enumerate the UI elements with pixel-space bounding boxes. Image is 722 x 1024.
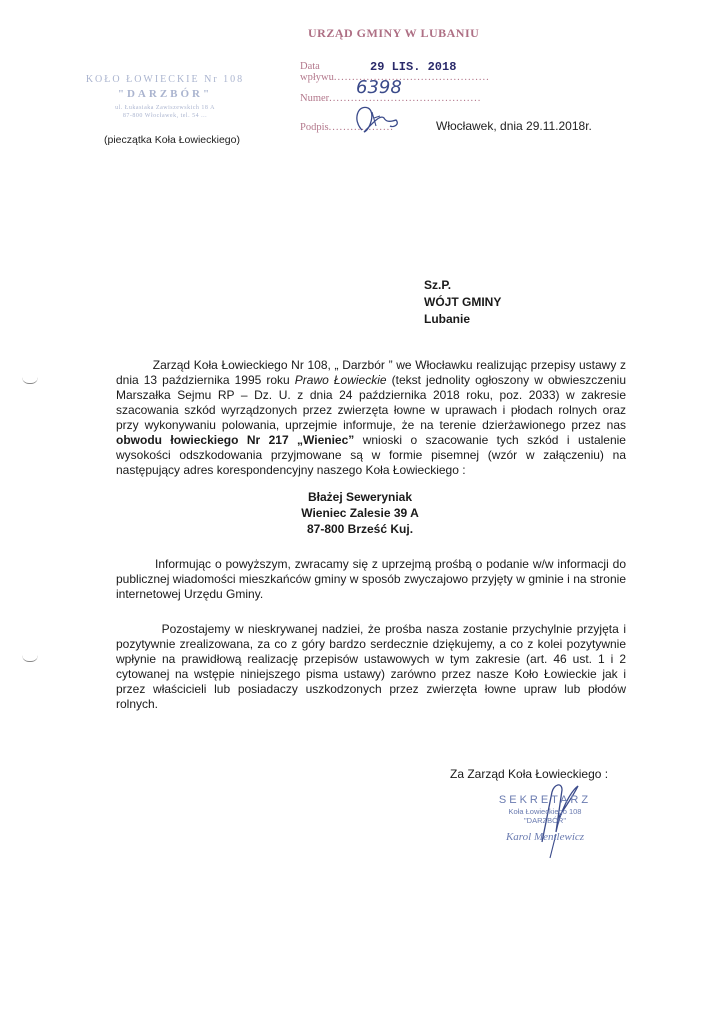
- secretary-title: SEKRETARZ: [498, 794, 592, 806]
- paragraph-request-text: Informując o powyższym, zwracamy się z uprzejmą prośbą o podanie w/w informacji do publicznej wiadomości mieszkańców gminy w sposób zwyczajowo przyjęty w gminie i na stronie internetowej Urzędu Gminy.: [116, 557, 626, 601]
- secretary-line2: Koła Łowieckiego 108: [508, 807, 582, 816]
- paragraph-thanks-text: Pozostajemy w nieskrywanej nadziei, że prośba nasza zostanie przychylnie przyjęta i pozytywnie zrealizowana, za co z góry bardzo serdecznie dziękujemy, a co z kolei pozytywnie wpłynie na prawidłową realizację przepisów ustawowych w tym zakresie (art. 46 ust. 1 i 2 cytowanej na wstępie niniejszego pisma ustawy) zarówno przez nasze Koło Łowieckie jak i przez właścicieli lub posiadaczy uszkodzonych przez zwierzęta łowne upraw lub płodów rolnych.: [116, 622, 626, 711]
- addressee-line3: Lubanie: [424, 312, 471, 326]
- addressee-line1: Sz.P.: [424, 278, 452, 292]
- correspondence-address: [280, 489, 440, 537]
- club-stamp-line1: KOŁO ŁOWIECKIE Nr 108: [85, 74, 245, 85]
- law-title: Prawo Łowieckie: [294, 373, 387, 387]
- office-stamp-title: URZĄD GMINY W LUBANIU: [308, 26, 480, 40]
- paragraph-request: [116, 557, 626, 602]
- paragraph-intro-part2: (tekst jednolity ogłoszony w obwieszczeniu Marszałka Sejmu RP – Dz. U. z dnia 24 października 2018 roku, poz. 2033) w zakresie szacowania szkód wyrządzonych przez zwierzęta łowne w uprawach i płodach rolnych oraz przy wykonywaniu polowania, uprzejmie informuje, że na terenie dzierżawionego przez nas: [116, 373, 626, 432]
- paragraph-intro-part3: wnioski o szacowanie tych szkód i ustalenie wysokości odszkodowania przyjmowane są w formie pisemnej (wzór w załączeniu) na następujący adres korespondencyjny naszego Koła Łowieckiego :: [116, 433, 626, 477]
- office-stamp-signature-row: Podpis..................: [300, 122, 394, 133]
- club-stamp: [60, 74, 270, 132]
- secretary-name: Karol Mentlewicz: [505, 831, 585, 843]
- received-date: 29 LIS. 2018: [370, 60, 457, 74]
- address-street: Wieniec Zalesie 39 A: [301, 506, 419, 520]
- paragraph-intro-part1: Zarząd Koła Łowieckiego Nr 108, „ Darzbór ” we Włocławku realizując przepisy ustawy z dnia 13 października 1995 roku: [116, 358, 627, 387]
- signature-label: Podpis: [300, 122, 329, 133]
- paragraph-thanks: [116, 622, 626, 712]
- club-stamp-line4: 87-800 Włocławek, tel. 54 ...: [122, 113, 208, 119]
- number-label: Numer: [300, 93, 330, 104]
- closing: Za Zarząd Koła Łowieckiego :: [450, 767, 609, 781]
- office-stamp-date-row: Data wpływu...........................................: [300, 61, 490, 83]
- margin-mark: [22, 655, 38, 662]
- addressee-line2: WÓJT GMINY: [424, 295, 502, 309]
- addressee: [424, 277, 501, 328]
- secretary-line3: "DARZBÓR": [524, 816, 566, 825]
- hunting-district: obwodu łowieckiego Nr 217 „Wieniec”: [116, 433, 355, 447]
- place-date: Włocławek, dnia 29.11.2018r.: [436, 119, 592, 133]
- receipt-signature: [350, 100, 410, 140]
- date-label: Data wpływu: [300, 61, 334, 83]
- stamp-caption: (pieczątka Koła Łowieckiego): [104, 134, 240, 146]
- address-name: Błażej Seweryniak: [307, 490, 413, 504]
- received-number: 6398: [356, 77, 402, 98]
- office-stamp-number-row: Numer..........................................: [300, 93, 482, 104]
- margin-mark: [22, 377, 38, 384]
- secretary-stamp: [486, 794, 604, 843]
- address-city: 87-800 Brześć Kuj.: [306, 522, 414, 536]
- club-stamp-line3: ul. Łukasiaka Zawiszewskich 18 A: [115, 105, 215, 111]
- club-stamp-line2: "DARZBÓR": [117, 88, 213, 100]
- paragraph-intro: [116, 358, 626, 478]
